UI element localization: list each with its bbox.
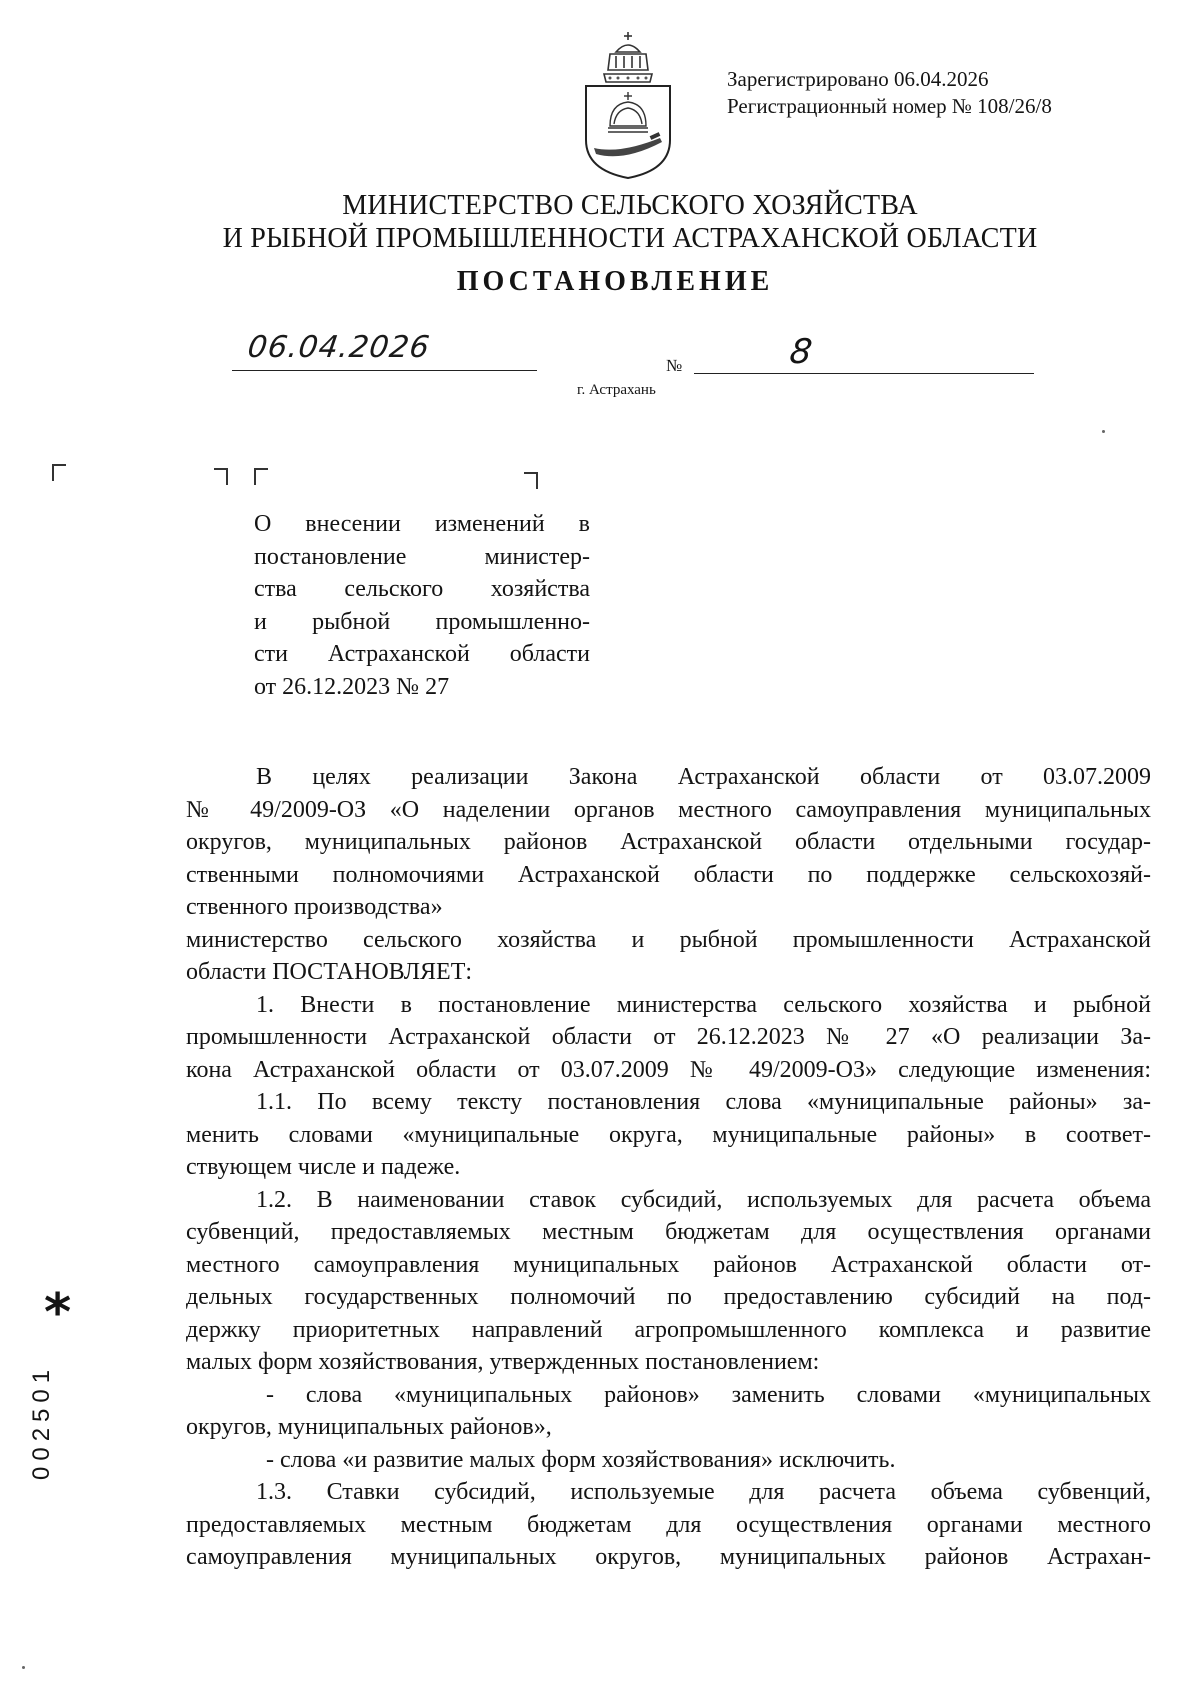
body-line: менить словами «муниципальные округа, муниципальные районы» в соответ-: [186, 1121, 1151, 1148]
registration-number: Регистрационный номер № 108/26/8: [727, 94, 1052, 118]
body-text: [186, 761, 1151, 1574]
body-line: округов, муниципальных районов Астраханской области отдельными государ-: [186, 829, 1151, 855]
body-line: № 49/2009-ОЗ «О наделении органов местного самоуправления муниципальных: [186, 796, 1151, 823]
subject-line: от 26.12.2023 № 27: [254, 673, 450, 700]
body-line: 1.1. По всему тексту постановления слова «муниципальные районы» за-: [256, 1089, 1151, 1115]
body-line: местного самоуправления муниципальных районов Астраханской области от-: [186, 1251, 1151, 1278]
subject-line: постановление министер-: [254, 543, 590, 570]
margin-corner-mark: [52, 464, 66, 481]
subject-bracket-left-end: [214, 468, 228, 485]
body-line: округов, муниципальных районов»,: [186, 1414, 552, 1440]
registration-date: Зарегистрировано 06.04.2026: [727, 67, 989, 91]
body-line: 1.2. В наименовании ставок субсидий, используемых для расчета объема: [256, 1186, 1151, 1213]
subject-block: [254, 508, 590, 703]
body-line: области ПОСТАНОВЛЯЕТ:: [186, 959, 473, 985]
subject-line: О внесении изменений в: [254, 511, 590, 537]
body-line: предоставляемых местным бюджетам для осуществления органами местного: [186, 1511, 1151, 1538]
body-line: ственного производства»: [186, 894, 443, 920]
scan-speck: [22, 1666, 25, 1669]
date-underline: [232, 370, 537, 371]
handwritten-date: 06.04.2026: [245, 330, 433, 365]
subject-line: ства сельского хозяйства: [254, 576, 590, 602]
body-line: 1.3. Ставки субсидий, используемые для расчета объема субвенций,: [256, 1479, 1151, 1505]
number-label: №: [666, 356, 683, 375]
body-line: субвенций, предоставляемых местным бюджетам для осуществления органами: [186, 1219, 1151, 1245]
body-line: самоуправления муниципальных округов, муниципальных районов Астрахан-: [186, 1544, 1151, 1570]
body-line: промышленности Астраханской области от 26.12.2023 № 27 «О реализации За-: [186, 1024, 1151, 1050]
body-line: В целях реализации Закона Астраханской области от 03.07.2009: [256, 764, 1151, 790]
scan-speck: [1102, 430, 1105, 433]
body-line: малых форм хозяйствования, утвержденных постановлением:: [186, 1349, 820, 1375]
body-line: - слова «муниципальных районов» заменить словами «муниципальных: [266, 1381, 1151, 1408]
body-line: держку приоритетных направлений агропромышленного комплекса и развитие: [186, 1316, 1151, 1343]
handwritten-number: 8: [787, 332, 815, 372]
body-line: министерство сельского хозяйства и рыбной промышленности Астраханской: [186, 926, 1151, 953]
coat-of-arms-emblem: [580, 30, 676, 180]
body-line: - слова «и развитие малых форм хозяйствования» исключить.: [266, 1446, 896, 1473]
subject-bracket-right-start: [254, 468, 268, 485]
document-type-title: ПОСТАНОВЛЕНИЕ: [456, 266, 774, 297]
ministry-name-line1: МИНИСТЕРСТВО СЕЛЬСКОГО ХОЗЯЙСТВА: [342, 190, 918, 221]
subject-line: и рыбной промышленно-: [254, 608, 590, 635]
body-line: ственными полномочиями Астраханской области по поддержке сельскохозяй-: [186, 861, 1151, 888]
body-line: кона Астраханской области от 03.07.2009 № 49/2009-ОЗ» следующие изменения:: [186, 1056, 1151, 1083]
body-line: ствующем числе и падеже.: [186, 1154, 461, 1180]
subject-bracket-right-end: [524, 472, 538, 489]
ministry-name-line2: И РЫБНОЙ ПРОМЫШЛЕННОСТИ АСТРАХАНСКОЙ ОБЛАСТИ: [222, 223, 1038, 254]
body-line: 1. Внести в постановление министерства сельского хозяйства и рыбной: [256, 991, 1151, 1018]
number-underline: [694, 373, 1034, 374]
subject-line: сти Астраханской области: [254, 641, 590, 667]
margin-star-mark: *: [44, 1283, 72, 1343]
body-line: дельных государственных полномочий по предоставлению субсидий на под-: [186, 1284, 1151, 1310]
city-name: г. Астрахань: [577, 382, 656, 398]
margin-serial-number: 002501: [28, 1363, 55, 1480]
